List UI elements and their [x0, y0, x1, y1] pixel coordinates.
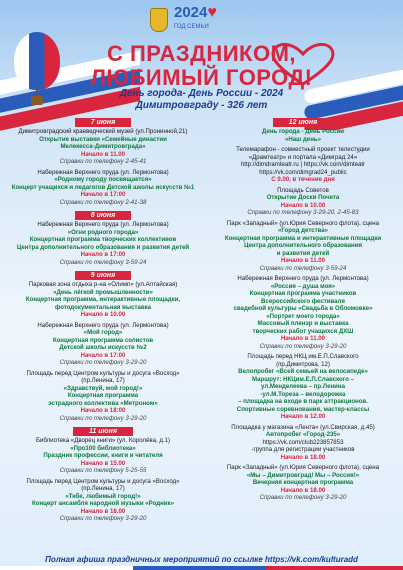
event-venue: Парк «Западный» (ул.Юрия Северного флота), сцена [226, 219, 380, 227]
event-title: Открытие Доски Почета [266, 194, 340, 201]
event-note: Справки по телефону 3-29-20, 2-45-83 [247, 209, 359, 216]
event-venue: Димитровградский краеведческий музей (ул.Пронинной,21) [18, 128, 188, 135]
footer-link-text[interactable]: Полная афиша праздничных мероприятий по ссылке https://vk.com/kulturadd [45, 555, 358, 564]
event-item [208, 464, 398, 502]
event-venue: Набережная Верхнего пруда (ул. Лермонтова) [237, 275, 369, 282]
event-item [208, 353, 398, 421]
header-logos [150, 6, 217, 34]
event-link: http://dimdramteatr.ru | https://vk.com/dimteatr [240, 161, 366, 168]
day-block [8, 116, 198, 206]
event-time: Начало в 18.00 [280, 486, 326, 494]
event-note: Справки по телефону 3-29-20 [59, 515, 147, 522]
event-venue: Набережная Верхнего пруда (ул. Лермонтова) [37, 221, 169, 228]
event-venue: Библиотека «Дворец книги» (ул. Королёва, д.1) [35, 437, 171, 444]
heart-icon [268, 40, 338, 86]
event-venue: (пр.Ленина, 17) [81, 485, 125, 492]
event-venue: Площадь Советов [277, 186, 329, 194]
tricolor-bar [0, 566, 403, 570]
event-title: -ул.М.Тореза – велодорожка [260, 390, 346, 398]
event-title: «Про100 библиотека» [70, 444, 136, 452]
event-title: Вечерняя концертная программа [252, 479, 354, 486]
event-venue: Площадь перед Центром культуры и досуга «Восход» [26, 477, 180, 485]
event-link: https://vk.com/dimgrad24_public [259, 168, 347, 176]
event-title: Концертная программа и интерактивные площадки [224, 234, 382, 242]
event-title: Концерт ансамбля народной музыки «Родник» [32, 500, 174, 507]
date-badge: 12 июня [273, 118, 333, 127]
event-item [8, 281, 198, 319]
event-item [8, 370, 198, 423]
event-item [208, 146, 398, 184]
event-title: Детской школы искусств №2 [59, 344, 147, 351]
event-venue: Телемарафон - совместный проект телестудии [236, 146, 370, 153]
event-title: Спортивные соревнования, мастер-классы [236, 405, 370, 413]
event-title: «Портрет моего города» [266, 312, 340, 320]
event-time: Начало в 18.00 [80, 507, 126, 515]
event-venue: Набережная Верхнего пруда (ул. Лермонтова) [37, 321, 169, 329]
event-time: Начало в 11.00 [80, 150, 126, 158]
event-time: Начало в 17:00 [80, 251, 126, 258]
city-crest-icon [150, 8, 168, 32]
event-item [8, 221, 198, 266]
event-title: Массовый пленэр и выставка [257, 320, 349, 327]
event-title: Концертная программа, интерактивные площадки, [25, 296, 181, 303]
event-time: Начало в 17:00 [80, 351, 126, 359]
event-title: «Тебе, любимый город!» [65, 492, 141, 500]
event-item [8, 478, 198, 523]
event-venue: Площадка у магазина «Лента» (ул.Свирская, д.45) [231, 423, 375, 431]
event-venue: Площадь перед Центром культуры и досуга «Восход» [26, 369, 180, 377]
event-title: фотодокументальная выставка [54, 303, 152, 311]
event-title: ул.Менделеева – пр.Ленина [261, 383, 345, 390]
event-venue: Парковая зона отдыха р-на «Олимп» (ул.Алтайская) [28, 281, 178, 288]
event-title: Концертная программа участников [249, 290, 357, 297]
event-link: https://vk.com/club223857853 [262, 438, 344, 446]
event-title: День города - День России [262, 128, 344, 135]
event-title: «Родному городу посвящается» [54, 176, 152, 183]
event-title: Всероссийского фестиваля [261, 297, 345, 305]
event-note: Справки по телефону 3-29-20 [59, 414, 147, 422]
event-title: Концертная программа солистов [52, 336, 154, 344]
event-note: Справки по телефону 3-29-20 [59, 359, 147, 366]
event-note: Справки по телефону 5-25-55 [59, 467, 147, 474]
event-venue: (пр.Димитрова, 12) [276, 360, 330, 368]
event-title: Мелекесса-Димитровграда» [60, 143, 146, 150]
day-block [208, 116, 398, 502]
event-title: свадебной культуры «Свадьба в Обломовке» [233, 305, 373, 312]
event-title: – площадка на входе в парк аттракционов. [238, 398, 368, 405]
event-item [208, 128, 398, 143]
event-title: «Огни родного города» [67, 228, 139, 236]
date-badge: 7 июня [75, 118, 132, 127]
heart-icon: ♥ [207, 4, 217, 21]
event-venue: (пр.Ленина, 17) [81, 377, 125, 384]
event-title: Центра дополнительного образования и развития детей [16, 243, 190, 251]
event-time: Начало в 18:00 [80, 407, 126, 414]
event-item [8, 128, 198, 166]
event-title: Маршрут: НКЦим.Е.П.Славского – [251, 375, 355, 383]
event-item [8, 437, 198, 475]
event-title: Концертная программа творческих коллективов [29, 236, 177, 243]
event-venue: «Драмтеатр» и портала «Димград 24» [248, 153, 358, 161]
event-title: «Город детства» [277, 227, 329, 234]
event-title: Концерт учащихся и педагогов Детской школы искусств №1 [11, 183, 195, 191]
schedule-right-column [208, 116, 398, 505]
day-block [8, 209, 198, 266]
event-title: Праздник профессии, книги и читателя [43, 452, 163, 459]
event-time: Начало в 11.00 [280, 335, 326, 342]
event-title: и развития детей [276, 249, 330, 257]
day-block [8, 269, 198, 422]
event-title: «Мы – Димитровград! Мы – Россия!» [246, 471, 360, 479]
page-title: С ПРАЗДНИКОМ, ЛЮБИМЫЙ ГОРОД! [90, 41, 313, 90]
event-item [208, 220, 398, 273]
page-subtitle: День города- День России - 2024 Димитровграду - 326 лет [119, 88, 284, 111]
event-note: Справки по телефону 3-29-20 [259, 342, 347, 350]
event-title: творческих работ учащихся ДХШ [252, 327, 354, 335]
event-time: С 9.00, в течение дня [271, 176, 335, 183]
event-venue: Парк «Западный» (ул.Юрия Северного флота), сцена [226, 464, 380, 471]
event-note: Справки по телефону 3-29-20 [259, 494, 347, 501]
event-note: Справки по телефону 3-59-24 [259, 264, 347, 272]
event-title: «Здравствуй, мой город!» [63, 384, 143, 392]
event-note: Справки по телефону 3-59-24 [59, 258, 147, 266]
event-title: «Россия – душа моя» [270, 282, 336, 290]
event-venue: Набережная Верхнего пруда (ул. Лермонтова) [37, 168, 169, 176]
event-title: Автопробег «Город-235» [265, 431, 341, 438]
event-item [208, 424, 398, 462]
event-link: -группа для регистрации участников [251, 446, 355, 453]
family-year-logo: 2024♥ ГОД СЕМЬИ [174, 4, 217, 30]
event-title: Концертная программа [67, 392, 139, 399]
event-time: Начало в 15.00 [80, 459, 126, 467]
event-title: «Наш день» [284, 135, 322, 143]
event-title: эстрадного коллектива «Метроном» [48, 399, 158, 407]
day-block [8, 425, 198, 523]
event-title: Открытие выставки «Семейные династии [39, 135, 167, 143]
event-time: Начало в 11.00 [280, 257, 326, 264]
schedule-left-column [8, 116, 198, 526]
event-time: Начало в 17:00 [80, 191, 126, 198]
event-item [208, 187, 398, 217]
event-note: Справки по телефону 2-45-41 [59, 158, 147, 165]
event-title: Центра дополнительного образования [243, 242, 363, 249]
date-badge: 11 июня [73, 427, 133, 436]
event-title: «День лёгкой промышленности» [53, 288, 153, 296]
event-note: Справки по телефону 2-41-38 [59, 198, 147, 206]
event-title: «Мой город» [83, 329, 123, 336]
event-time: Начало в 18.00 [280, 453, 326, 461]
event-item [208, 275, 398, 350]
event-title: Велопробег «Всей семьей на велосипеде» [238, 368, 368, 375]
event-item [8, 322, 198, 367]
event-venue: Площадь перед НКЦ им.Е.П.Славского [247, 353, 359, 360]
event-time: Начало в 12.00 [280, 413, 326, 420]
event-item [8, 169, 198, 207]
event-time: Начало в 10.00 [280, 201, 326, 209]
date-badge: 8 июня [75, 211, 132, 220]
date-badge: 9 июня [75, 271, 132, 280]
event-time: Начало в 10.00 [80, 311, 126, 318]
